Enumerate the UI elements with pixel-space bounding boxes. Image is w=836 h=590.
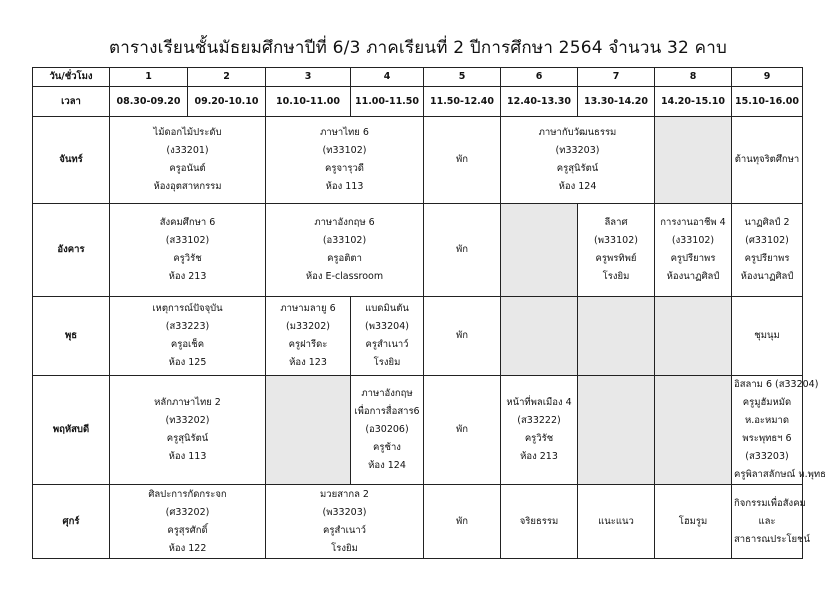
slot-line: โฮมรูม [678,515,708,527]
period-number: 4 [351,68,424,87]
slot-line: ไม้ดอกไม้ประดับ [153,127,222,138]
slot-line: โรงยิม [331,542,358,554]
slot-line: แบดมินตัน [365,303,409,314]
slot-line: ครูพรทิพย์ [595,253,637,264]
slot-line: ห้อง 125 [168,357,207,368]
class-slot [732,376,826,485]
class-slot [424,376,501,485]
slot-line: พัก [455,244,468,255]
slot-line: ครูสุนิรัตน์ [556,163,599,174]
slot-line: ภาษาอังกฤษ 6 [314,217,375,228]
day-row [33,376,803,485]
period-header-row [33,68,803,87]
slot-line: ครูฝารีดะ [288,339,328,350]
class-slot [424,297,501,376]
slot-line: และ [758,515,776,527]
slot-line: ครูปรียาพร [670,253,716,264]
slot-line: ครูจารุวดี [325,163,364,174]
slot-line: พัก [455,330,468,341]
day-row [33,117,803,204]
slot-line: ภาษาอังกฤษ [361,388,413,399]
slot-line: ครูมูฮัมหมัด [742,397,792,408]
slot-line: ภาษากับวัฒนธรรม [538,127,617,138]
class-slot [110,204,266,297]
slot-line: ห้อง 122 [168,542,207,554]
period-time: 09.20-10.10 [188,87,266,117]
slot-line: ห.อะหมาด [744,415,790,426]
class-slot [110,485,266,559]
slot-line: พัก [455,515,468,527]
slot-line: พระพุทธฯ 6 [742,433,792,444]
slot-line: ห้อง 124 [558,181,597,192]
class-slot [351,376,424,485]
slot-line: (พ33204) [365,321,409,332]
class-slot [732,204,803,297]
class-slot [501,376,578,485]
slot-line: มวยสากล 2 [320,488,369,500]
slot-line: กิจกรรมเพื่อสังคม [734,497,806,509]
slot-line: ภาษาไทย 6 [320,127,369,138]
class-slot [424,204,501,297]
slot-line: (ส33203) [745,451,789,462]
slot-line: ครูวิรัช [524,433,554,444]
empty-slot [655,297,732,376]
period-number: 9 [732,68,803,87]
slot-line: ห้อง 113 [325,181,364,192]
slot-line: (ท33203) [555,145,600,156]
slot-line: โรงยิม [373,357,401,368]
slot-line: ครูอติตา [327,253,362,264]
slot-line: พัก [455,424,468,435]
slot-line: ห้องอุตสาหกรรม [153,181,222,192]
slot-line: ห้อง 113 [168,451,207,462]
class-slot [266,204,424,297]
slot-line: สาธารณประโยชน์ [734,533,811,545]
slot-line: (ท33202) [165,415,210,426]
slot-line: (ง33201) [166,145,209,156]
slot-line: ห้อง 213 [520,451,558,462]
slot-line: ครูวิรัช [173,253,202,264]
slot-line: (พ33203) [322,506,367,518]
class-slot [501,485,578,559]
period-number: 2 [188,68,266,87]
class-slot [110,376,266,485]
class-slot [732,117,803,204]
slot-line: ครูสำเนาว์ [365,339,409,350]
day-row [33,297,803,376]
slot-line: ห้อง 123 [289,357,327,368]
day-label: อังคาร [33,204,110,297]
slot-line: อิสลาม 6 (ส33204) [734,379,819,390]
class-slot [578,204,655,297]
day-row [33,485,803,559]
empty-slot [578,376,655,485]
slot-line: ห้อง E-classroom [305,271,384,282]
slot-line: ห้อง 213 [168,271,207,282]
slot-line: ครูสุรศักดิ์ [167,524,208,536]
period-time: 10.10-11.00 [266,87,351,117]
slot-line: เพื่อการสื่อสาร6 [354,406,420,417]
day-label: พฤหัสบดี [33,376,110,485]
timetable [32,67,826,559]
slot-line: จริยธรรม [519,515,559,527]
slot-line: เหตุการณ์ปัจจุบัน [152,303,223,314]
empty-slot [655,117,732,204]
slot-line: (ง33102) [671,235,715,246]
slot-line: (ส33223) [165,321,210,332]
slot-line: ครูอเช็ค [170,339,205,350]
empty-slot [501,297,578,376]
class-slot [424,485,501,559]
class-slot [266,485,424,559]
slot-line: สังคมศึกษา 6 [159,217,216,228]
class-slot [578,485,655,559]
slot-line: (อ30206) [365,424,409,435]
slot-line: ครูพิลาสลักษณ์ ห.พุทธ [734,469,826,480]
slot-line: (อ33102) [322,235,367,246]
slot-line: โรงยิม [602,271,630,282]
slot-line: ห้อง 124 [368,460,406,471]
corner-label: วัน/ชั่วโมง [33,68,110,87]
slot-line: แนะแนว [598,515,634,527]
slot-line: (ศ33202) [165,506,210,518]
slot-line: ต้านทุจริตศึกษา [734,154,800,165]
class-slot [655,204,732,297]
slot-line: ครูปรียาพร [744,253,790,264]
slot-line: ครูสำเนาว์ [322,524,366,536]
slot-line: (ศ33102) [745,235,789,246]
slot-line: (ท33102) [322,145,367,156]
slot-line: (ส33102) [165,235,210,246]
empty-slot [501,204,578,297]
page-title: ตารางเรียนชั้นมัธยมศึกษาปีที่ 6/3 ภาคเรียนที่ 2 ปีการศึกษา 2564 จำนวน 32 คาบ [109,38,727,58]
period-time: 13.30-14.20 [578,87,655,117]
day-row [33,204,803,297]
class-slot [732,485,811,559]
time-header-row [33,87,803,117]
slot-line: ครูช้าง [373,442,401,453]
empty-slot [578,297,655,376]
slot-line: ชุมนุม [754,330,780,341]
period-number: 1 [110,68,188,87]
slot-line: หน้าที่พลเมือง 4 [506,397,572,408]
empty-slot [266,376,351,485]
slot-line: ห้องนาฏศิลป์ [666,271,720,282]
slot-line: หลักภาษาไทย 2 [154,397,221,408]
class-slot [266,117,424,204]
class-slot [351,297,424,376]
slot-line: ครูสุนิรัตน์ [166,433,209,444]
slot-line: (พ33102) [594,235,638,246]
class-slot [266,297,351,376]
period-time: 11.00-11.50 [351,87,424,117]
slot-line: ลีลาศ [604,217,628,228]
class-slot [501,117,655,204]
empty-slot [655,376,732,485]
slot-line: พัก [455,154,468,165]
period-number: 7 [578,68,655,87]
slot-line: (ม33202) [286,321,330,332]
period-time: 08.30-09.20 [110,87,188,117]
slot-line: ห้องนาฏศิลป์ [740,271,794,282]
class-slot [110,117,266,204]
period-time: 14.20-15.10 [655,87,732,117]
period-number: 8 [655,68,732,87]
period-number: 3 [266,68,351,87]
period-time: 11.50-12.40 [424,87,501,117]
period-number: 5 [424,68,501,87]
day-label: ศุกร์ [33,485,110,559]
period-time: 15.10-16.00 [732,87,803,117]
day-label: พุธ [33,297,110,376]
slot-line: ศิลปะการกัดกระจก [148,488,227,500]
time-label: เวลา [33,87,110,117]
slot-line: ครูอนันต์ [169,163,206,174]
slot-line: การงานอาชีพ 4 [660,217,726,228]
class-slot [110,297,266,376]
slot-line: ภาษามลายู 6 [280,303,336,314]
class-slot [732,297,803,376]
slot-line: นาฏศิลป์ 2 [744,217,790,228]
class-slot [424,117,501,204]
class-slot [655,485,732,559]
slot-line: (ส33222) [517,415,561,426]
period-time: 12.40-13.30 [501,87,578,117]
period-number: 6 [501,68,578,87]
day-label: จันทร์ [33,117,110,204]
